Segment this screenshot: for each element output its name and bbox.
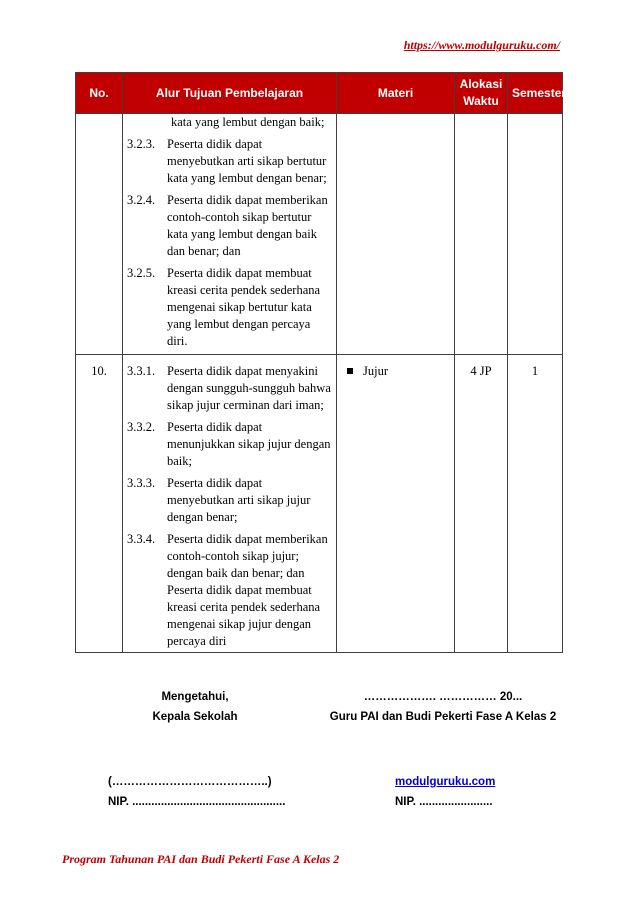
- cell-semester: 1: [508, 355, 563, 653]
- objective-number: 3.2.3.: [127, 137, 156, 151]
- signature-right-name: [395, 772, 495, 812]
- table-row: [76, 355, 563, 653]
- objective-number: 3.2.5.: [127, 266, 156, 280]
- left-line1: Mengetahui,: [161, 691, 229, 703]
- left-name: (…………………………………..): [108, 776, 272, 788]
- alokasi-line1: Alokasi: [459, 77, 503, 91]
- objective-text: Peserta didik dapat menyakini dengan sungguh-sungguh bahwa sikap jujur cerminan dari iman;: [167, 364, 331, 412]
- cell-materi: [337, 355, 455, 653]
- cell-alur: [123, 355, 337, 653]
- square-bullet-icon: [347, 368, 353, 374]
- col-header-alokasi: [455, 73, 508, 114]
- objective-text: Peserta didik dapat memberikan contoh-contoh sikap jujur; dengan baik dan benar; dan Peserta didik dapat membuat kreasi cerita pendek sederhana mengenai sikap jujur dengan percaya diri: [167, 532, 328, 648]
- objective-number: 3.3.4.: [127, 532, 156, 546]
- objective-number: 3.3.1.: [127, 364, 156, 378]
- materi-item: [341, 363, 450, 380]
- objective-text: Peserta didik dapat membuat kreasi cerita pendek sederhana mengenai sikap bertutur kata yang lembut dengan percaya diri.: [167, 266, 321, 348]
- cell-no: 10.: [76, 355, 123, 653]
- list-item: [127, 363, 332, 414]
- col-header-alur: Alur Tujuan Pembelajaran: [123, 73, 337, 114]
- objectives-list: [127, 363, 332, 650]
- right-nip: NIP. .......................: [395, 796, 493, 808]
- list-item: [127, 265, 332, 350]
- list-item: [127, 419, 332, 470]
- signature-left-name: [108, 772, 285, 812]
- objective-text: Peserta didik dapat menyebutkan arti sikap jujur dengan benar;: [167, 476, 311, 524]
- list-item: [127, 192, 332, 260]
- table-row: [76, 114, 563, 355]
- signature-left-title: [105, 687, 285, 727]
- col-header-materi: Materi: [337, 73, 455, 114]
- col-header-no: No.: [76, 73, 123, 114]
- signature-right-title: [318, 687, 568, 727]
- cell-no: [76, 114, 123, 355]
- objective-number: 3.3.3.: [127, 476, 156, 490]
- left-nip: NIP. ................................................: [108, 796, 286, 808]
- cell-alur: [123, 114, 337, 355]
- right-line1: ………………. …………… 20...: [363, 691, 523, 703]
- right-name-link[interactable]: modulguruku.com: [395, 776, 496, 788]
- cell-alokasi: 4 JP: [455, 355, 508, 653]
- header-url-link[interactable]: https://www.modulguruku.com/: [403, 38, 560, 52]
- list-item: [127, 136, 332, 187]
- list-item: [127, 475, 332, 526]
- materi-text: Jujur: [363, 364, 388, 378]
- left-line2: Kepala Sekolah: [152, 711, 238, 723]
- list-item: [127, 531, 332, 650]
- continuation-text: kata yang lembut dengan baik;: [171, 115, 325, 129]
- objectives-list: [127, 136, 332, 350]
- footer-text: Program Tahunan PAI dan Budi Pekerti Fase A Kelas 2: [62, 852, 340, 866]
- cell-alokasi: [455, 114, 508, 355]
- objective-number: 3.2.4.: [127, 193, 156, 207]
- right-line2: Guru PAI dan Budi Pekerti Fase A Kelas 2: [329, 711, 557, 723]
- cell-semester: [508, 114, 563, 355]
- objective-text: Peserta didik dapat menyebutkan arti sikap bertutur kata yang lembut dengan benar;: [167, 137, 327, 185]
- table-header-row: [76, 73, 563, 114]
- cell-materi: [337, 114, 455, 355]
- program-table: [75, 72, 567, 653]
- objective-text: Peserta didik dapat menunjukkan sikap jujur dengan baik;: [167, 420, 331, 468]
- objective-text: Peserta didik dapat memberikan contoh-contoh sikap bertutur kata yang lembut dengan baik dan benar; dan: [167, 193, 328, 258]
- alokasi-line2: Waktu: [463, 94, 499, 108]
- col-header-semester: Semester: [508, 73, 563, 114]
- objective-number: 3.3.2.: [127, 420, 156, 434]
